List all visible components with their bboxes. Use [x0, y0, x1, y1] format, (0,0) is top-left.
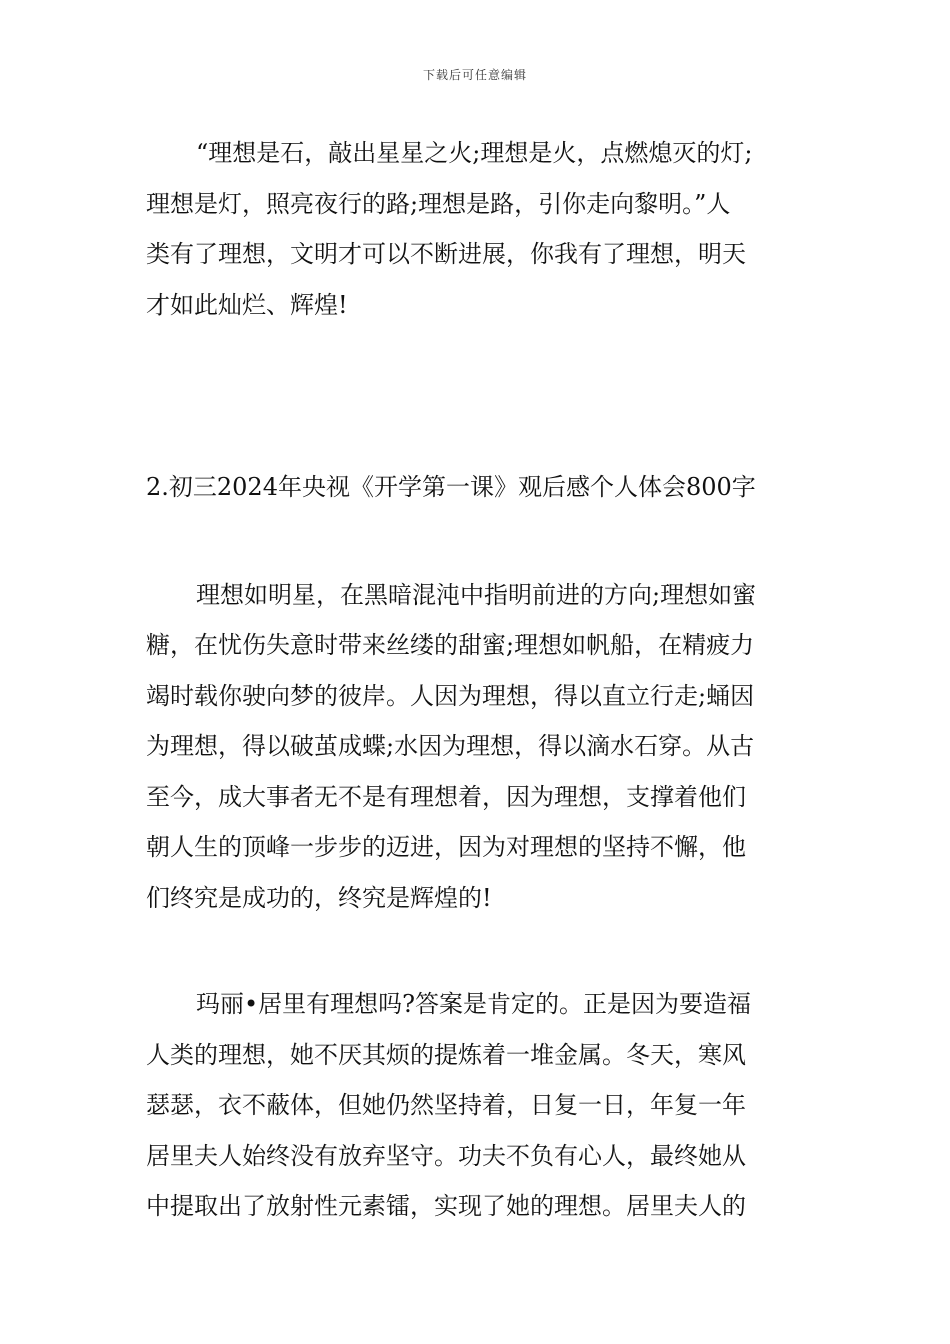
paragraph-line: 为理想，得以破茧成蝶;水因为理想，得以滴水石穿。从古 [146, 732, 755, 760]
spacer [146, 923, 810, 979]
paragraph-2 [146, 570, 810, 924]
paragraph-line: 中提取出了放射性元素镭，实现了她的理想。居里夫人的 [146, 1192, 746, 1220]
paragraph-line: 才如此灿烂、辉煌! [146, 290, 348, 319]
paragraph-line: 理想如明星，在黑暗混沌中指明前进的方向;理想如蜜 [196, 580, 757, 609]
spacer [146, 513, 810, 570]
paragraph-3 [146, 979, 810, 1232]
spacer [146, 330, 810, 462]
paragraph-line: 类有了理想，文明才可以不断进展，你我有了理想，明天 [146, 240, 746, 268]
paragraph-line: 糖，在忧伤失意时带来丝缕的甜蜜;理想如帆船，在精疲力 [146, 631, 755, 659]
paragraph-line: 朝人生的顶峰一步步的迈进，因为对理想的坚持不懈，他 [146, 833, 746, 861]
paragraph-line: “理想是石，敲出星星之火;理想是火，点燃熄灭的灯; [196, 139, 753, 167]
paragraph-line: 至今，成大事者无不是有理想着，因为理想，支撑着他们 [146, 782, 746, 811]
paragraph-line: 竭时载你驶向梦的彼岸。人因为理想，得以直立行走;蛹因 [146, 681, 755, 710]
section-title: 2.初三2024年央视《开学第一课》观后感个人体会800字 [146, 473, 756, 501]
document-body [146, 128, 810, 1232]
paragraph-line: 理想是灯，照亮夜行的路;理想是路，引你走向黎明。”人 [146, 189, 731, 218]
paragraph-line: 人类的理想，她不厌其烦的提炼着一堆金属。冬天，寒风 [146, 1040, 746, 1069]
page-header: 下载后可任意编辑 [422, 68, 527, 82]
paragraph-line: 瑟瑟，衣不蔽体，但她仍然坚持着，日复一日，年复一年 [146, 1091, 746, 1119]
paragraph-line: 们终究是成功的，终究是辉煌的! [146, 883, 492, 912]
paragraph-1 [146, 128, 810, 330]
paragraph-line: 居里夫人始终没有放弃坚守。功夫不负有心人，最终她从 [146, 1141, 746, 1170]
paragraph-line: 玛丽•居里有理想吗?答案是肯定的。正是因为要造福 [196, 990, 752, 1018]
